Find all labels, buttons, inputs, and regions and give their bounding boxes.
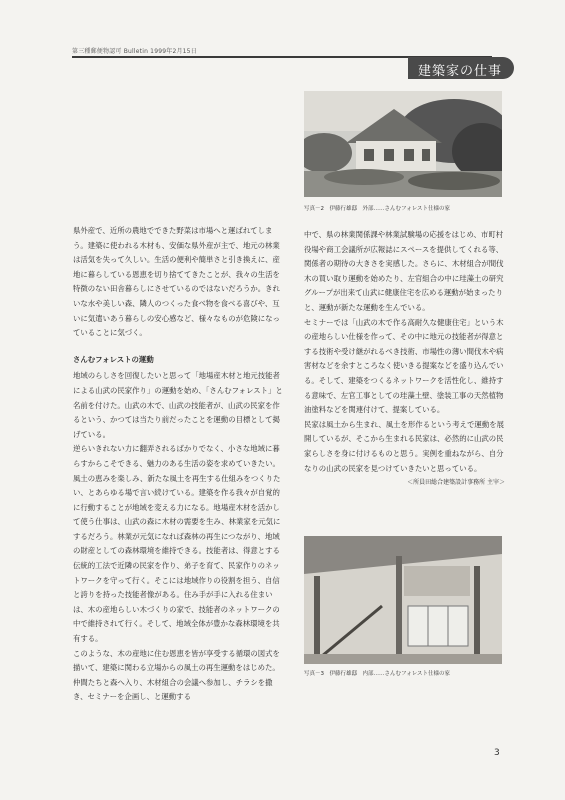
photo-house-exterior: [304, 91, 502, 197]
paragraph: 地域のらしさを回復したいと思って「地場産木材と地元技能者による山武の民家作り」の運動を始め、「さんむフォレスト」と名前を付けた。山武の木で、山武の技能者が、山武の民家を作るという、かつては当たり前だったことを運動の目標として掲げている。: [73, 371, 283, 439]
photo-caption: 写真－3 伊藤行雄邸 内部……さんむフォレスト仕様の家: [304, 671, 451, 677]
section-title-banner: [408, 57, 514, 79]
paragraph: 中で、県の林業関係課や林業試験場の応援をはじめ、市町村役場や商工会議所が広報誌にスペースを提供してくれる等、関係者の期待の大きさを実感した。さらに、木材組合が間伐木の買い取り運動を始めたり、左官組合の中に珪藻土の研究グループが出来て山武に健康住宅を広める運動が始まったりと、運動が新たな運動を生んでいる。: [304, 230, 504, 312]
section-title: 建築家の仕事: [418, 64, 503, 79]
issue-line: 第三種郵便物認可 Bulletin 1999年2月15日: [72, 48, 197, 55]
page-number: 3: [494, 748, 500, 758]
photo-house-interior: [304, 536, 502, 664]
paragraph: セミナーでは「山武の木で作る高耐久な健康住宅」という木の産地らしい仕様を作って、その中に地元の技能者が得意とする技術や受け継がれるべき技術、市場性の薄い間伐木や病害材などを余すところなく使いきる提案などを盛り込んでいる。そして、建築をつくるネットワークを活性化し、維持する意味で、左官工事としての珪藻土壁、塗装工事の天然植物油塗料などを関連付けて、提案している。: [304, 317, 504, 415]
photo-caption: 写真－2 伊藤行雄邸 外部……さんむフォレスト仕様の家: [304, 206, 451, 212]
paragraph: 県外産で、近所の農地でできた野菜は市場へと運ばれてしまう。建築に使われる木材も、安価な県外産が主で、地元の林業は活気を失って久しい。生活の便利や簡単さと引き換えに、産地に暮らしている恩恵を切り捨ててきたことが、我々の生活を特徴のない田舎暮らしにさせているのではないだろうか。きれいな水や美しい森、隣人のつくった食べ物を食べる喜びや、互いに気遣いあう暮らしの安心感など、様々なものが危険になっていることに気づく。: [73, 226, 280, 338]
text-column-left: [73, 224, 285, 705]
paragraph: 民家は風土から生まれ、風土を形作るという考えで運動を展開しているが、そこから生まれる民家は、必然的に山武の民家らしさを身に付けるものと思う。実例を重ねながら、自分なりの山武の民家を見つけていきたいと思っている。: [304, 419, 504, 473]
paragraph: 逆らいきれない力に翻弄されるばかりでなく、小さな地域に暮らすからこそできる、魅力のある生活の姿を求めていきたい。風土の恵みを楽しみ、新たな風土を再生する仕組みをつくりたい、とあらゆる場で言い続けている。建築を作る我々が自覚的に行動することが地域を変える力になる。地場産木材を活かして使う仕事は、山武の森に木材の需要を生み、林業家を元気にするだろう。林業が元気になれば森林の再生につながり、地域の財産としての森林環境を維持できる。技能者は、得意とする伝統的工法で近隣の民家を作り、弟子を育て、民家作りのネットワークを守って行く。そこには地域作りの役割を担う、自信と誇りを持った技能者像がある。住み手が手に入れる住まいは、木の産地らしい木づくりの家で、技能者のネットワークの中で維持されて行く。そして、地域全体が豊かな森林環境を共有する。: [73, 444, 281, 644]
paragraph: このような、木の産地に住む恩恵を皆が享受する循環の図式を描いて、建築に関わる立場からの風土の再生運動をはじめた。仲間たちと森へ入り、木材組合の会議へ参加し、チラシを撒き、セミナーを企画し、と運動する: [73, 648, 280, 702]
author-signature: ＜所員田総合建築設計事務所 主宰＞: [407, 479, 505, 487]
section-heading: さんむフォレストの運動: [73, 354, 154, 364]
text-column-right: [304, 228, 505, 491]
